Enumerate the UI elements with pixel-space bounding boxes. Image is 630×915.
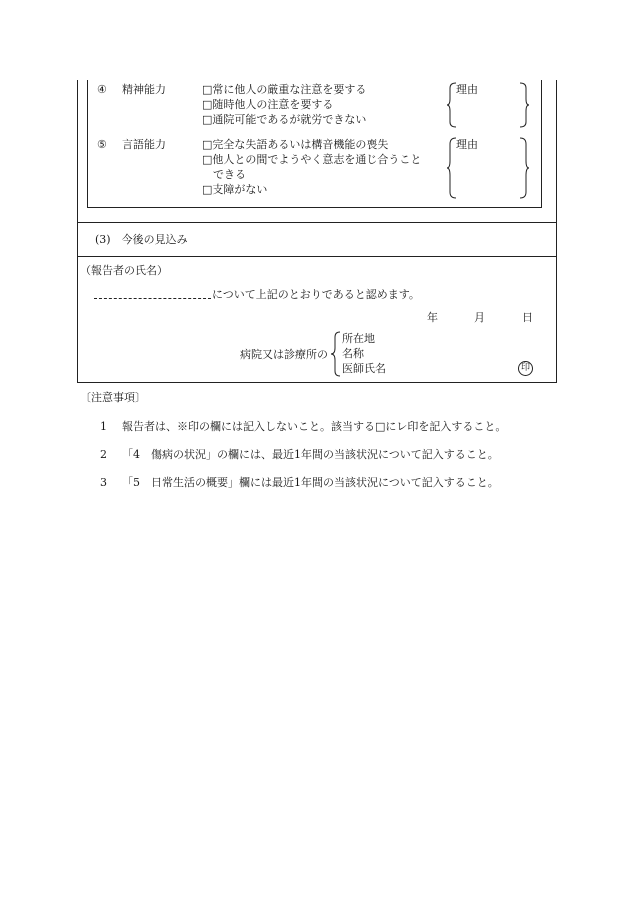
outer-border-right — [556, 80, 557, 382]
doctor-name-label: 医師氏名 — [342, 362, 386, 375]
note-number: 3 — [100, 476, 107, 489]
checkbox-option-continued: できる — [213, 168, 246, 181]
section-divider-bottom — [77, 256, 557, 257]
reason-right-brace — [519, 137, 529, 199]
certify-text: について上記のとおりであると認めます。 — [212, 288, 420, 301]
hospital-label: 病院又は診療所の — [240, 348, 328, 361]
outer-border-bottom — [77, 382, 557, 383]
inner-border-bottom — [87, 207, 542, 208]
outer-border-left — [77, 80, 78, 382]
notes-title: 〔注意事項〕 — [80, 391, 146, 404]
section-3-title: (3) 今後の見込み — [95, 233, 188, 246]
note-text: 「5 日常生活の概要」欄には最近1年間の当該状況について記入すること。 — [122, 476, 499, 489]
address-label: 所在地 — [342, 332, 375, 345]
row-label: 精神能力 — [122, 83, 166, 96]
reason-label: 理由 — [456, 138, 478, 151]
reason-right-brace — [519, 82, 529, 128]
date-day-label: 日 — [522, 311, 533, 324]
note-number: 1 — [100, 420, 107, 433]
row-number: ④ — [97, 83, 107, 96]
reason-label: 理由 — [456, 83, 478, 96]
checkbox-option[interactable]: □他人との間でようやく意志を通じ合うこと — [202, 153, 422, 166]
checkbox-option[interactable]: □随時他人の注意を要する — [202, 98, 334, 111]
row-label: 言語能力 — [122, 138, 166, 151]
note-text: 報告者は、※印の欄には記入しないこと。該当する□にレ印を記入すること。 — [122, 420, 507, 433]
reporter-label: （報告者の氏名） — [80, 264, 168, 277]
seal-icon — [518, 361, 533, 376]
facility-name-label: 名称 — [342, 347, 364, 360]
inner-border-right — [541, 80, 542, 207]
hospital-brace — [331, 331, 341, 377]
row-number: ⑤ — [97, 138, 107, 151]
checkbox-option[interactable]: □常に他人の厳重な注意を要する — [202, 83, 367, 96]
reporter-name-field[interactable] — [94, 298, 211, 299]
inner-border-left — [87, 80, 88, 207]
checkbox-option[interactable]: □通院可能であるが就労できない — [202, 113, 367, 126]
note-text: 「4 傷病の状況」の欄には、最近1年間の当該状況について記入すること。 — [122, 448, 499, 461]
note-number: 2 — [100, 448, 107, 461]
checkbox-option[interactable]: □完全な失語あるいは構音機能の喪失 — [202, 138, 389, 151]
section-divider-top — [77, 222, 557, 223]
checkbox-option[interactable]: □支障がない — [202, 183, 268, 196]
seal-label: 印 — [520, 363, 530, 373]
date-year-label: 年 — [427, 311, 438, 324]
date-month-label: 月 — [474, 311, 485, 324]
